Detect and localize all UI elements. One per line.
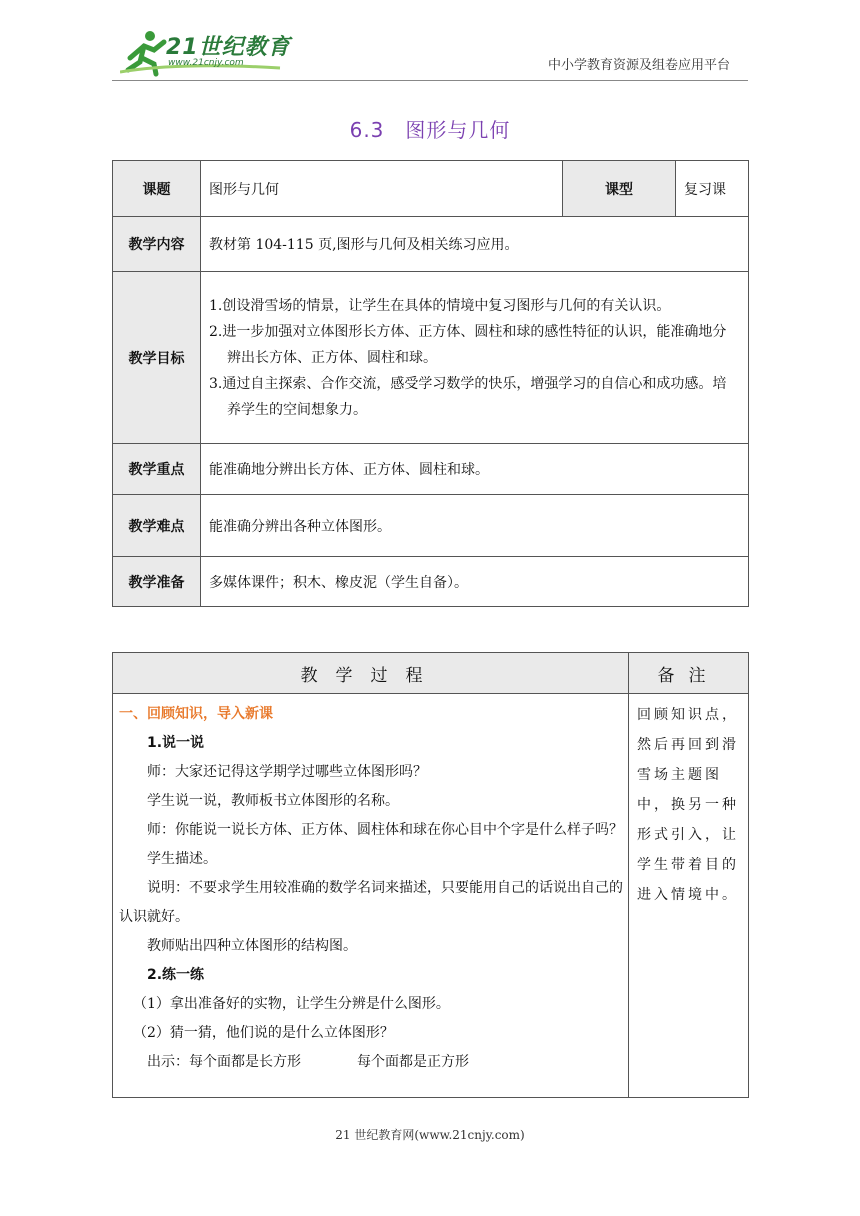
process-line: （1）拿出准备好的实物，让学生分辨是什么图形。 — [133, 996, 450, 1012]
teaching-process-table — [112, 652, 749, 1098]
topic-row — [113, 161, 749, 217]
remark-content — [629, 694, 749, 1098]
difficulty-value: 能准确分辨出各种立体图形。 — [201, 495, 749, 557]
topic-label: 课题 — [113, 161, 201, 217]
difficulty-row — [113, 495, 749, 557]
page-header — [0, 0, 860, 90]
logo-text: 21世纪教育 — [166, 35, 291, 60]
type-value: 复习课 — [676, 161, 749, 217]
process-line: （2）猜一猜，他们说的是什么立体图形？ — [133, 1025, 394, 1041]
key-label: 教学重点 — [113, 444, 201, 495]
content-row — [113, 217, 749, 272]
process-line: 说明：不要求学生用较准确的数学名词来描述，只要能用自己的话说出自己的认识就好。 — [119, 880, 623, 925]
difficulty-label: 教学难点 — [113, 495, 201, 557]
goals-list — [201, 272, 749, 444]
process-line: 教师贴出四种立体图形的结构图。 — [147, 938, 357, 954]
page-footer: 21 世纪教育网(www.21cnjy.com) — [335, 1128, 525, 1142]
goal-item: 3.通过自主探索、合作交流，感受学习数学的快乐，增强学习的自信心和成功感。培养学生的空间想象力。 — [209, 375, 727, 418]
prep-label: 教学准备 — [113, 557, 201, 607]
goals-row — [113, 272, 749, 444]
prep-row — [113, 557, 749, 607]
goals-label: 教学目标 — [113, 272, 201, 444]
process-header-row — [113, 653, 749, 694]
prep-value: 多媒体课件；积木、橡皮泥（学生自备）。 — [201, 557, 749, 607]
process-header: 教学过程 — [113, 653, 629, 694]
type-label: 课型 — [563, 161, 676, 217]
subsection-heading: 1.说一说 — [147, 735, 205, 751]
section-heading: 一、回顾知识，导入新课 — [119, 706, 273, 722]
goal-item: 1.创设滑雪场的情景，让学生在具体的情境中复习图形与几何的有关认识。 — [209, 297, 671, 314]
logo-url: www.21cnjy.com — [168, 58, 244, 68]
process-line: 出示：每个面都是长方形 每个面都是正方形 — [147, 1054, 469, 1070]
remark-text: 回顾知识点，然后再回到滑雪场主题图中，换另一种形式引入，让学生带着目的进入情境中。 — [637, 707, 739, 903]
goal-item: 2.进一步加强对立体图形长方体、正方体、圆柱和球的感性特征的认识，能准确地分辨出长方体、正方体、圆柱和球。 — [209, 323, 727, 366]
process-content — [113, 694, 629, 1098]
subsection-heading: 2.练一练 — [147, 967, 205, 983]
content-value: 教材第 104-115 页,图形与几何及相关练习应用。 — [201, 217, 749, 272]
process-line: 学生描述。 — [147, 851, 217, 867]
process-body-row — [113, 694, 749, 1098]
process-line: 师：大家还记得这学期学过哪些立体图形吗？ — [147, 764, 427, 780]
page-title: 6.3 图形与几何 — [349, 118, 511, 142]
lesson-info-table — [112, 160, 749, 607]
platform-name: 中小学教育资源及组卷应用平台 — [547, 58, 730, 73]
process-line: 学生说一说，教师板书立体图形的名称。 — [147, 793, 399, 809]
header-divider — [112, 80, 748, 81]
key-row — [113, 444, 749, 495]
remark-header: 备注 — [629, 653, 749, 694]
topic-value: 图形与几何 — [201, 161, 563, 217]
key-value: 能准确地分辨出长方体、正方体、圆柱和球。 — [201, 444, 749, 495]
process-line: 师：你能说一说长方体、正方体、圆柱体和球在你心目中个字是什么样子吗？ — [147, 822, 623, 838]
content-label: 教学内容 — [113, 217, 201, 272]
